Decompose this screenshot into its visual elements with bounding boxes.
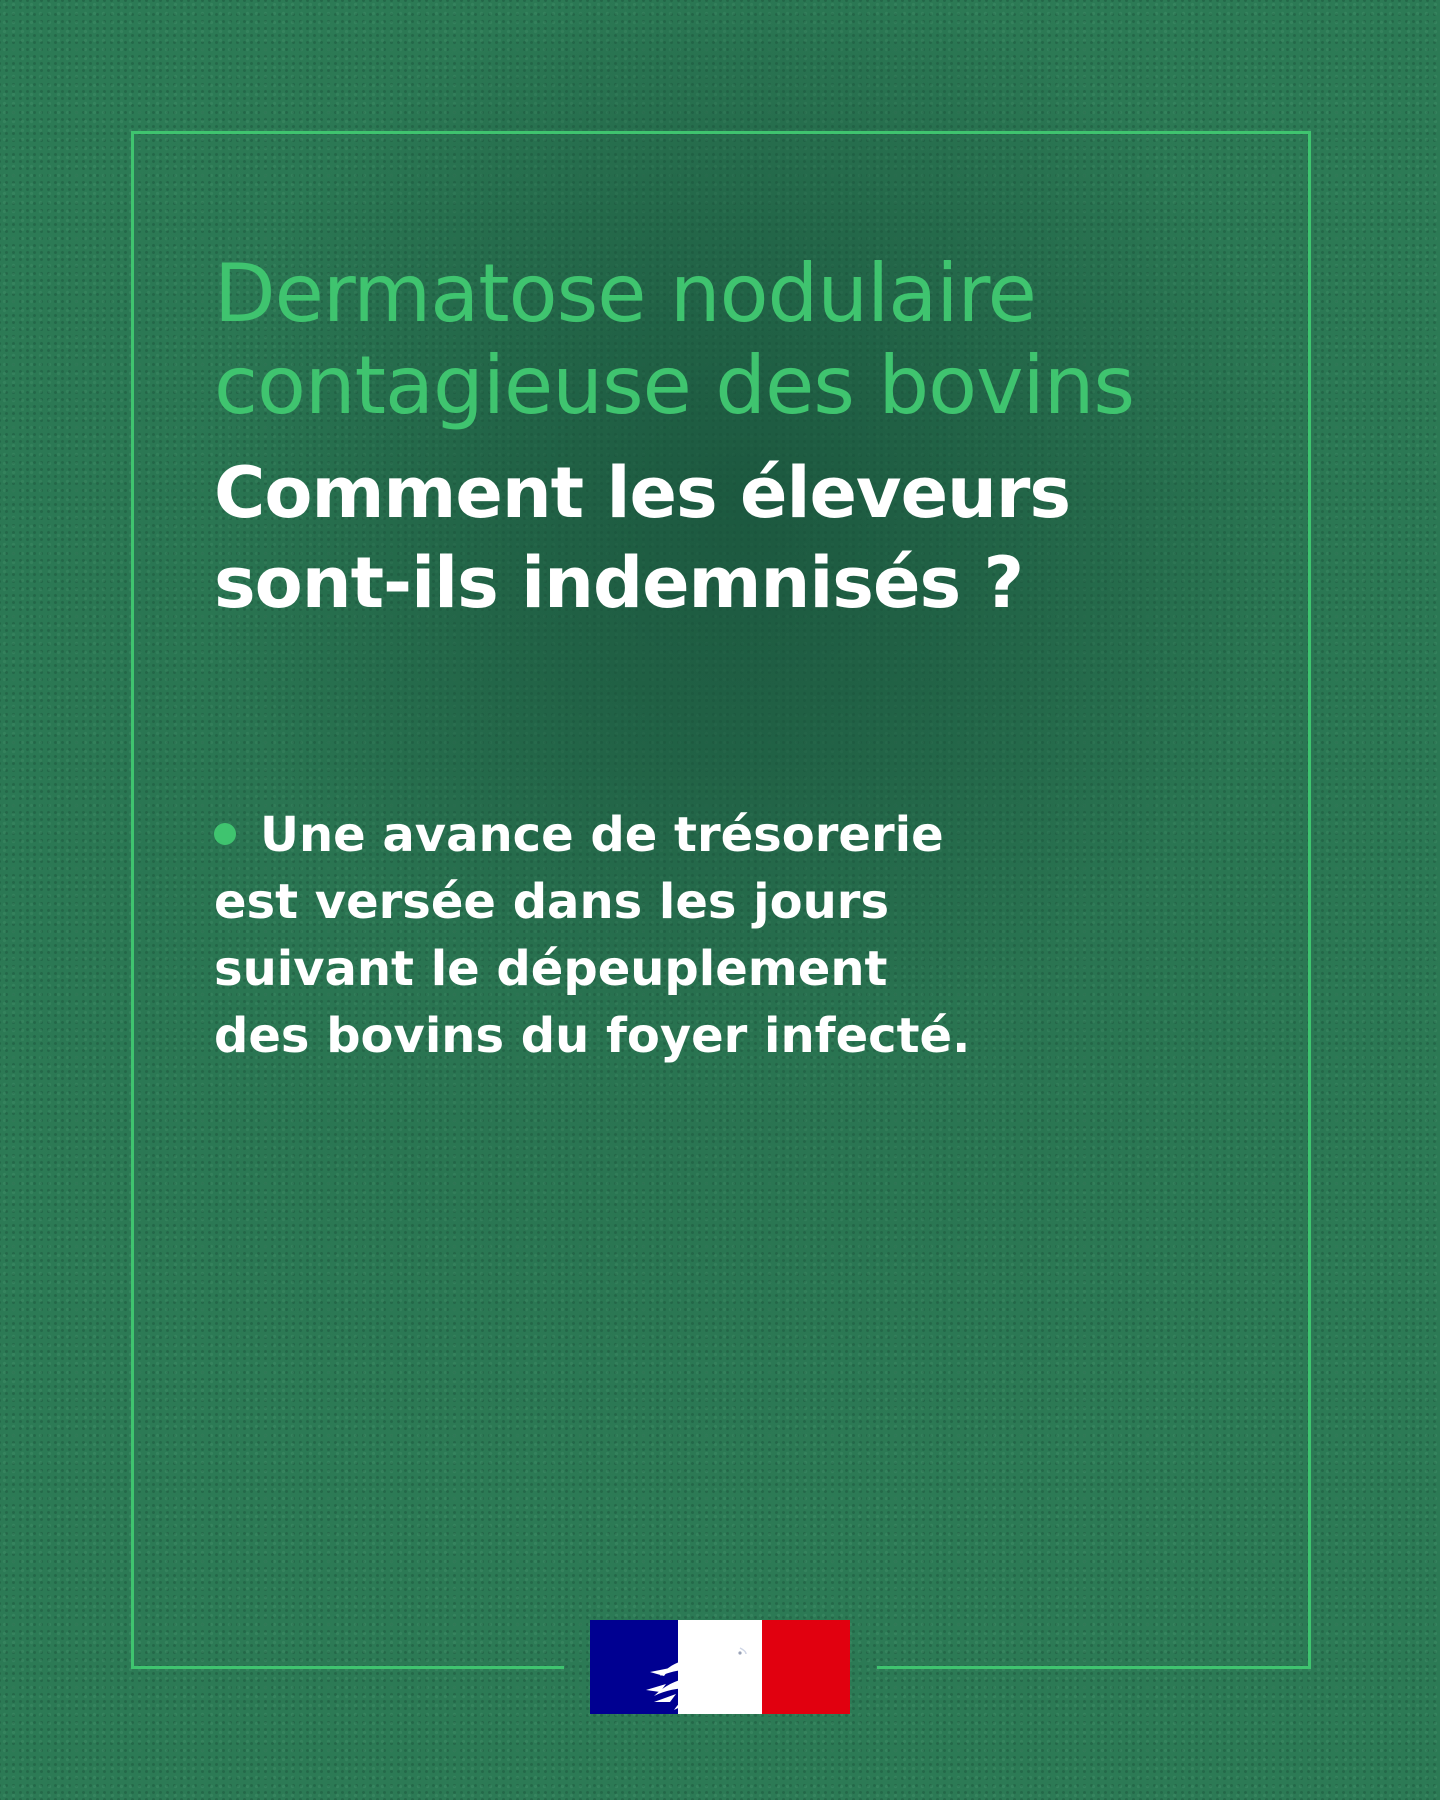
page-title — [214, 248, 1294, 432]
frame-border-left — [131, 131, 134, 1669]
bullet-line-2: est versée dans les jours — [214, 874, 890, 930]
title-line-1: Dermatose nodulaire — [214, 247, 1036, 340]
question-line-1: Comment les éleveurs — [214, 452, 1071, 534]
frame-border-bottom-right — [877, 1666, 1311, 1669]
frame-border-top — [131, 131, 1311, 134]
marianne-flag-logo-icon — [590, 1620, 850, 1714]
bullet-line-4: des bovins du foyer infecté. — [214, 1008, 971, 1064]
bullet-line-1: Une avance de trésorerie — [260, 807, 944, 863]
question-heading — [214, 448, 1294, 628]
bullet-point — [214, 802, 1094, 1070]
title-line-2: contagieuse des bovins — [214, 339, 1135, 432]
bullet-line-3: suivant le dépeuplement — [214, 941, 888, 997]
bullet-dot-icon — [214, 823, 236, 845]
frame-border-right — [1308, 131, 1311, 1669]
frame-border-bottom-left — [131, 1666, 564, 1669]
bullet-line-1-wrapper — [214, 802, 1094, 869]
question-line-2: sont-ils indemnisés ? — [214, 542, 1024, 624]
